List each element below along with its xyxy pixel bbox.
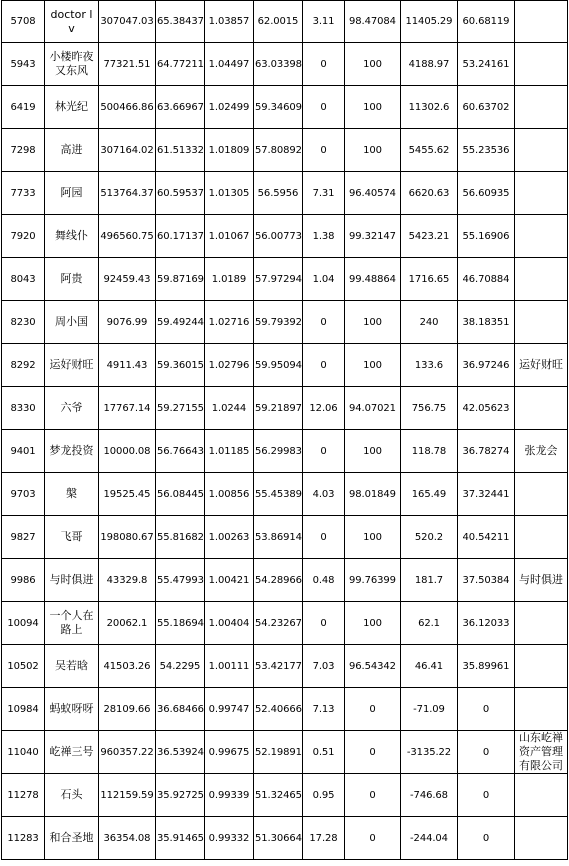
table-row [2,645,568,688]
cell-score: 61.51332 [156,129,205,172]
cell-ratio: 1.02796 [205,344,254,387]
cell-name: 运好财旺 [45,344,99,387]
cell-score: 36.68466 [156,688,205,731]
cell-percent: 0 [345,817,401,860]
cell-drawdown: 0 [303,43,345,86]
cell-score: 35.92725 [156,774,205,817]
cell-amount: 513764.37 [99,172,156,215]
cell-score: 64.77211 [156,43,205,86]
cell-rating: 56.60935 [458,172,515,215]
cell-note [515,172,568,215]
cell-ratio: 1.00421 [205,559,254,602]
cell-index: 52.19891 [254,731,303,774]
cell-drawdown: 12.06 [303,387,345,430]
cell-note [515,516,568,559]
cell-score: 56.76643 [156,430,205,473]
cell-ratio: 1.01067 [205,215,254,258]
cell-rating: 60.68119 [458,1,515,43]
cell-score: 56.08445 [156,473,205,516]
table-row [2,688,568,731]
cell-rating: 35.89961 [458,645,515,688]
cell-id: 9986 [2,559,45,602]
cell-note [515,817,568,860]
cell-profit: 520.2 [401,516,458,559]
table-row [2,473,568,516]
cell-rating: 0 [458,774,515,817]
table-row [2,387,568,430]
cell-rating: 38.18351 [458,301,515,344]
cell-index: 59.79392 [254,301,303,344]
cell-name: 一个人在路上 [45,602,99,645]
cell-index: 53.86914 [254,516,303,559]
cell-score: 55.81682 [156,516,205,559]
cell-percent: 99.32147 [345,215,401,258]
cell-score: 65.38437 [156,1,205,43]
cell-profit: 181.7 [401,559,458,602]
cell-amount: 496560.75 [99,215,156,258]
cell-amount: 17767.14 [99,387,156,430]
cell-note [515,387,568,430]
cell-amount: 20062.1 [99,602,156,645]
cell-percent: 96.40574 [345,172,401,215]
cell-score: 36.53924 [156,731,205,774]
cell-index: 59.21897 [254,387,303,430]
cell-drawdown: 1.04 [303,258,345,301]
cell-score: 59.27155 [156,387,205,430]
cell-percent: 96.54342 [345,645,401,688]
cell-name: 吴若晗 [45,645,99,688]
cell-name: doctor lv [45,1,99,43]
cell-id: 5708 [2,1,45,43]
cell-score: 60.17137 [156,215,205,258]
cell-ratio: 1.00111 [205,645,254,688]
cell-rating: 0 [458,817,515,860]
cell-id: 8330 [2,387,45,430]
cell-drawdown: 0 [303,344,345,387]
cell-drawdown: 0.51 [303,731,345,774]
cell-name: 小楼昨夜又东风 [45,43,99,86]
cell-name: 屹禅三号 [45,731,99,774]
cell-name: 高进 [45,129,99,172]
cell-index: 56.5956 [254,172,303,215]
cell-ratio: 0.99332 [205,817,254,860]
cell-profit: -71.09 [401,688,458,731]
cell-id: 11278 [2,774,45,817]
table-row [2,301,568,344]
cell-rating: 0 [458,688,515,731]
cell-score: 54.2295 [156,645,205,688]
cell-note [515,602,568,645]
cell-index: 51.30664 [254,817,303,860]
cell-profit: 118.78 [401,430,458,473]
cell-profit: 133.6 [401,344,458,387]
cell-rating: 36.12033 [458,602,515,645]
cell-rating: 55.16906 [458,215,515,258]
cell-rating: 53.24161 [458,43,515,86]
table-row [2,258,568,301]
table-row [2,215,568,258]
cell-percent: 98.01849 [345,473,401,516]
cell-percent: 0 [345,731,401,774]
cell-percent: 100 [345,516,401,559]
cell-score: 59.49244 [156,301,205,344]
cell-note [515,473,568,516]
cell-amount: 500466.86 [99,86,156,129]
cell-drawdown: 7.31 [303,172,345,215]
cell-amount: 198080.67 [99,516,156,559]
cell-profit: 165.49 [401,473,458,516]
cell-drawdown: 0 [303,129,345,172]
cell-rating: 60.63702 [458,86,515,129]
cell-ratio: 1.01305 [205,172,254,215]
cell-index: 55.45389 [254,473,303,516]
cell-note [515,86,568,129]
cell-profit: 756.75 [401,387,458,430]
cell-ratio: 0.99339 [205,774,254,817]
cell-name: 槃 [45,473,99,516]
cell-ratio: 1.01809 [205,129,254,172]
cell-note [515,1,568,43]
cell-drawdown: 7.13 [303,688,345,731]
cell-profit: 5423.21 [401,215,458,258]
cell-drawdown: 0 [303,602,345,645]
cell-note: 运好财旺 [515,344,568,387]
cell-note: 与时俱进 [515,559,568,602]
cell-percent: 100 [345,344,401,387]
cell-profit: 11302.6 [401,86,458,129]
cell-amount: 36354.08 [99,817,156,860]
cell-id: 10502 [2,645,45,688]
cell-profit: 4188.97 [401,43,458,86]
cell-drawdown: 0 [303,430,345,473]
cell-name: 舞线仆 [45,215,99,258]
cell-note [515,43,568,86]
cell-amount: 112159.59 [99,774,156,817]
table-row [2,731,568,774]
cell-score: 55.47993 [156,559,205,602]
cell-ratio: 1.00856 [205,473,254,516]
cell-percent: 100 [345,129,401,172]
cell-ratio: 0.99675 [205,731,254,774]
cell-profit: 62.1 [401,602,458,645]
cell-percent: 100 [345,301,401,344]
cell-id: 11283 [2,817,45,860]
cell-amount: 41503.26 [99,645,156,688]
cell-percent: 100 [345,602,401,645]
table-row [2,774,568,817]
cell-id: 11040 [2,731,45,774]
cell-amount: 43329.8 [99,559,156,602]
cell-percent: 100 [345,86,401,129]
table-row [2,430,568,473]
cell-name: 石头 [45,774,99,817]
cell-note: 张龙会 [515,430,568,473]
cell-amount: 10000.08 [99,430,156,473]
cell-index: 54.28966 [254,559,303,602]
cell-note [515,774,568,817]
cell-score: 63.66967 [156,86,205,129]
table-row [2,129,568,172]
cell-name: 六爷 [45,387,99,430]
cell-note [515,129,568,172]
cell-ratio: 1.02499 [205,86,254,129]
cell-drawdown: 17.28 [303,817,345,860]
cell-index: 54.23267 [254,602,303,645]
cell-rating: 37.50384 [458,559,515,602]
cell-profit: 46.41 [401,645,458,688]
cell-id: 9401 [2,430,45,473]
cell-note: 山东屹禅资产管理有限公司 [515,731,568,774]
cell-id: 7733 [2,172,45,215]
cell-name: 周小国 [45,301,99,344]
cell-id: 6419 [2,86,45,129]
cell-rating: 55.23536 [458,129,515,172]
cell-id: 8292 [2,344,45,387]
cell-note [515,215,568,258]
table-row [2,1,568,43]
cell-rating: 42.05623 [458,387,515,430]
cell-index: 57.80892 [254,129,303,172]
cell-profit: -746.68 [401,774,458,817]
cell-score: 59.36015 [156,344,205,387]
cell-amount: 307164.02 [99,129,156,172]
cell-id: 8230 [2,301,45,344]
cell-ratio: 1.01185 [205,430,254,473]
cell-name: 飞哥 [45,516,99,559]
cell-drawdown: 0.95 [303,774,345,817]
cell-profit: -244.04 [401,817,458,860]
cell-name: 阿贵 [45,258,99,301]
cell-id: 9703 [2,473,45,516]
cell-amount: 307047.03 [99,1,156,43]
cell-id: 10984 [2,688,45,731]
cell-drawdown: 3.11 [303,1,345,43]
cell-rating: 46.70884 [458,258,515,301]
cell-profit: 11405.29 [401,1,458,43]
cell-id: 5943 [2,43,45,86]
cell-percent: 0 [345,774,401,817]
cell-ratio: 1.0189 [205,258,254,301]
cell-score: 60.59537 [156,172,205,215]
table-row [2,172,568,215]
cell-percent: 94.07021 [345,387,401,430]
cell-index: 53.42177 [254,645,303,688]
cell-drawdown: 0 [303,86,345,129]
cell-note [515,301,568,344]
cell-rating: 36.97246 [458,344,515,387]
cell-index: 57.97294 [254,258,303,301]
cell-amount: 28109.66 [99,688,156,731]
cell-ratio: 1.03857 [205,1,254,43]
cell-amount: 960357.22 [99,731,156,774]
cell-ratio: 1.0244 [205,387,254,430]
cell-note [515,688,568,731]
cell-index: 59.34609 [254,86,303,129]
cell-rating: 0 [458,731,515,774]
cell-ratio: 0.99747 [205,688,254,731]
cell-drawdown: 7.03 [303,645,345,688]
cell-score: 59.87169 [156,258,205,301]
cell-index: 56.00773 [254,215,303,258]
cell-id: 9827 [2,516,45,559]
cell-name: 与时俱进 [45,559,99,602]
cell-name: 林光纪 [45,86,99,129]
cell-drawdown: 0 [303,516,345,559]
cell-rating: 40.54211 [458,516,515,559]
cell-drawdown: 0.48 [303,559,345,602]
cell-name: 梦龙投资 [45,430,99,473]
cell-percent: 99.48864 [345,258,401,301]
cell-ratio: 1.00263 [205,516,254,559]
cell-ratio: 1.00404 [205,602,254,645]
cell-id: 7298 [2,129,45,172]
cell-note [515,645,568,688]
cell-ratio: 1.04497 [205,43,254,86]
table-row [2,344,568,387]
cell-drawdown: 4.03 [303,473,345,516]
cell-percent: 98.47084 [345,1,401,43]
cell-index: 56.29983 [254,430,303,473]
table-row [2,43,568,86]
table-row [2,817,568,860]
cell-amount: 9076.99 [99,301,156,344]
cell-note [515,258,568,301]
cell-amount: 19525.45 [99,473,156,516]
cell-id: 8043 [2,258,45,301]
data-table [1,0,568,860]
cell-profit: 1716.65 [401,258,458,301]
cell-percent: 0 [345,688,401,731]
cell-index: 51.32465 [254,774,303,817]
cell-amount: 92459.43 [99,258,156,301]
cell-profit: 6620.63 [401,172,458,215]
cell-drawdown: 0 [303,301,345,344]
table-row [2,86,568,129]
cell-name: 和合圣地 [45,817,99,860]
cell-index: 59.95094 [254,344,303,387]
cell-profit: 240 [401,301,458,344]
cell-rating: 37.32441 [458,473,515,516]
cell-percent: 99.76399 [345,559,401,602]
table-row [2,602,568,645]
cell-index: 62.0015 [254,1,303,43]
cell-profit: 5455.62 [401,129,458,172]
cell-rating: 36.78274 [458,430,515,473]
cell-amount: 77321.51 [99,43,156,86]
cell-name: 蚂蚁呀呀 [45,688,99,731]
cell-id: 10094 [2,602,45,645]
cell-ratio: 1.02716 [205,301,254,344]
table-row [2,516,568,559]
cell-score: 55.18694 [156,602,205,645]
cell-score: 35.91465 [156,817,205,860]
cell-percent: 100 [345,43,401,86]
table-row [2,559,568,602]
cell-id: 7920 [2,215,45,258]
cell-profit: -3135.22 [401,731,458,774]
cell-percent: 100 [345,430,401,473]
cell-amount: 4911.43 [99,344,156,387]
cell-index: 63.03398 [254,43,303,86]
cell-index: 52.40666 [254,688,303,731]
cell-drawdown: 1.38 [303,215,345,258]
cell-name: 阿园 [45,172,99,215]
